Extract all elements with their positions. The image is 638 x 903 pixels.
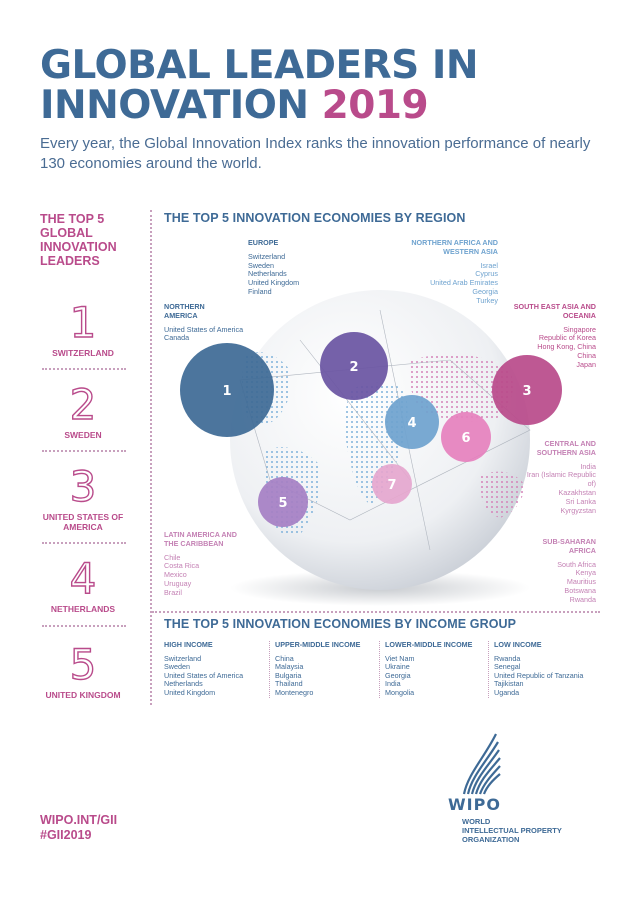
region-northern-africa [378,239,498,306]
income-country: India [385,679,401,689]
footer-links [40,813,117,843]
rank-item-3 [40,462,126,532]
region-country: United States of America [164,324,244,334]
region-central-southern-asia [524,440,596,515]
page-title [40,43,479,128]
region-country: Japan [576,359,596,369]
region-country: Republic of Korea [538,333,596,343]
region-country: South Africa [557,559,596,569]
income-country: Uganda [494,687,520,697]
region-country: Sri Lanka [565,496,596,506]
rank-country: NETHERLANDS [50,604,116,614]
region-name: NORTHERN AMERICA [164,302,205,320]
region-latin-america [164,531,239,598]
income-group-low [488,641,604,698]
income-country: Thailand [275,679,303,689]
rank-number: 1 [69,298,97,347]
bubble-label-3: 3 [522,384,532,399]
income-country: United Republic of Tanzania [494,670,584,680]
income-country: United Kingdom [164,687,216,697]
region-country: Costa Rica [164,561,200,571]
income-country: Montenegro [275,687,314,697]
region-country: Sweden [248,260,274,270]
income-group-name: LOW INCOME [494,640,542,649]
wipo-name-line: INTELLECTUAL PROPERTY [462,826,562,835]
bubble-label-7: 7 [387,478,397,493]
bubble-label-4: 4 [407,416,417,431]
gii-link[interactable]: WIPO.INT/GII [40,813,118,827]
wipo-full-name [462,817,562,844]
rank-number: 4 [69,554,97,603]
wipo-logo [448,795,562,844]
bubble-label-1: 1 [222,384,232,399]
rank-country: SWEDEN [64,430,102,440]
income-country: Senegal [494,662,521,672]
region-country: Iran (Islamic Republic of) [526,470,596,489]
hashtag: #GII2019 [40,828,92,842]
region-name: SOUTH EAST ASIA AND OCEANIA [513,302,596,320]
divider [42,450,126,452]
region-south-east-asia [506,303,596,370]
income-country: Malaysia [275,662,304,672]
income-country: United States of America [164,670,244,680]
income-country: Georgia [385,670,411,680]
income-country: Bulgaria [275,670,302,680]
region-country: Georgia [472,286,498,296]
income-group-name: UPPER-MIDDLE INCOME [275,640,361,649]
region-country: Cyprus [475,269,498,279]
income-group-upper-middle [269,641,375,698]
title-line-2: INNOVATION [40,83,309,128]
income-country: Switzerland [164,653,202,663]
income-heading: THE TOP 5 INNOVATION ECONOMIES BY INCOME GROUP [164,617,517,631]
bubble-label-2: 2 [349,360,359,375]
rank-number: 2 [69,380,97,429]
income-country: Netherlands [164,679,203,689]
region-country: Turkey [476,295,498,305]
wipo-acronym: WIPO [448,795,501,814]
region-country: Mexico [164,570,187,580]
income-country: Tajikistan [494,679,524,689]
divider [42,542,126,544]
region-country: Israel [480,260,498,270]
region-heading: THE TOP 5 INNOVATION ECONOMIES BY REGION [164,211,466,225]
region-name: NORTHERN AFRICA AND WESTERN ASIA [411,238,498,256]
region-europe [248,239,299,297]
region-country: Botswana [564,585,596,595]
region-name: SUB-SAHARAN AFRICA [542,537,596,555]
income-group-name: LOWER-MIDDLE INCOME [385,640,473,649]
region-country: Mauritius [566,577,596,587]
region-name: EUROPE [248,238,279,247]
income-country: Viet Nam [385,653,415,663]
rank-number: 3 [69,462,97,511]
region-country: United Kingdom [248,278,300,288]
income-country: Ukraine [385,662,410,672]
region-sub-saharan-africa [526,538,596,605]
rank-item-2 [40,380,126,440]
title-year: 2019 [321,83,429,128]
income-country: Mongolia [385,687,415,697]
region-country: United Arab Emirates [430,278,498,288]
income-group-high [164,641,264,698]
rank-country: SWITZERLAND [52,348,114,358]
region-country: Hong Kong, China [537,342,596,352]
region-name: CENTRAL AND SOUTHERN ASIA [536,439,596,457]
rank-item-4 [40,554,126,614]
income-group-name: HIGH INCOME [164,640,213,649]
region-northern-america [164,302,244,343]
income-country: Sweden [164,662,190,672]
region-country: Kazakhstan [558,487,596,497]
wipo-name-line: WORLD [462,817,491,826]
divider [42,625,126,627]
region-country: Kyrgyzstan [560,505,596,515]
region-country: Singapore [563,324,596,334]
region-country: Canada [164,333,190,343]
rank-item-5 [40,640,126,700]
region-country: China [577,350,596,360]
region-country: India [580,461,596,471]
region-country: Chile [164,552,181,562]
wipo-name-line: ORGANIZATION [462,835,520,844]
rank-country: UNITED STATES OF AMERICA [42,512,124,532]
bubble-label-5: 5 [278,496,288,511]
region-country: Finland [248,286,272,296]
section-divider [152,611,600,613]
rank-number: 5 [69,640,97,689]
region-country: Uruguay [164,578,192,588]
income-country: China [275,653,294,663]
divider [42,368,126,370]
region-country: Rwanda [569,594,596,604]
income-group-lower-middle [379,641,485,698]
region-country: Brazil [164,587,182,597]
income-country: Rwanda [494,653,521,663]
rank-item-1 [40,298,126,358]
bubble-label-6: 6 [461,431,471,446]
wipo-logo-icon [458,728,502,796]
top5-heading: THE TOP 5 GLOBAL INNOVATION LEADERS [40,212,117,268]
region-name: LATIN AMERICA AND THE CARIBBEAN [164,530,237,548]
subtitle: Every year, the Global Innovation Index ranks the innovation performance of nearly 130 economies around the world. [40,135,591,172]
region-country: Switzerland [248,251,286,261]
title-line-1: GLOBAL LEADERS IN [40,43,479,88]
region-country: Netherlands [248,269,287,279]
rank-country: UNITED KINGDOM [45,690,121,700]
region-country: Kenya [575,568,596,578]
